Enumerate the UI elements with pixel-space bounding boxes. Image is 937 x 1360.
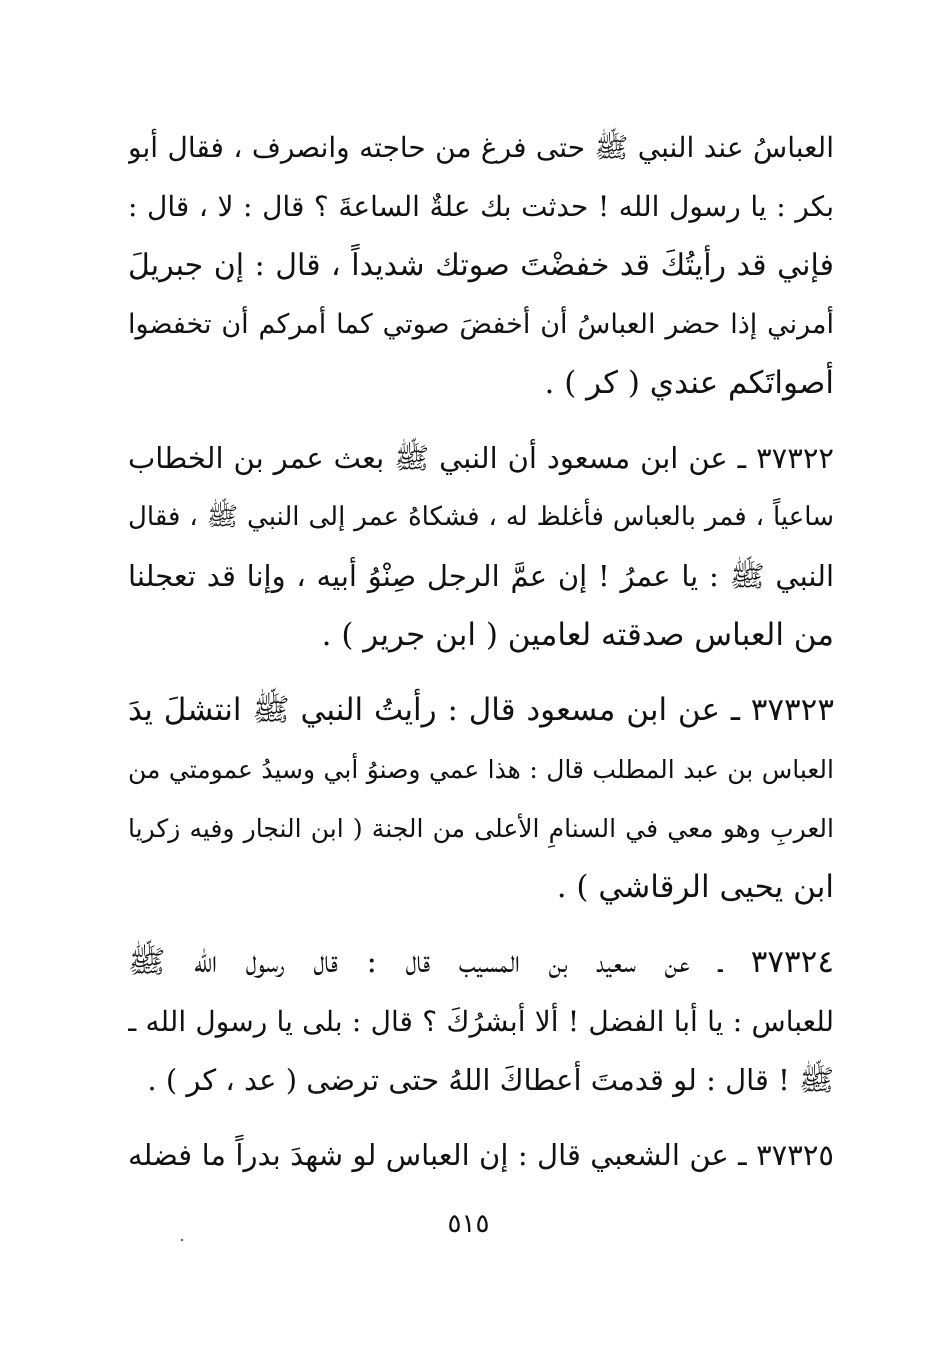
text-line: للعباس : يا أبا الفضل ! ألا أبشرُكَ ؟ قال : بلى يا رسول الله ـ <box>128 1005 834 1038</box>
text-line: أصواتَكم عندي ( كر ) . <box>544 365 834 401</box>
text-line: أمرني إذا حضر العباسُ أن أخفضَ صوتي كما أمركم أن تخفضوا <box>128 309 834 340</box>
text-line: العباس بن عبد المطلب قال : هذا عمي وصنوُ أبي وسيدُ عمومتي من <box>128 755 834 784</box>
text-line: ٣٧٣٢٢ ـ عن ابن مسعود أن النبي ﷺ بعث عمر بن الخطاب <box>128 441 834 475</box>
scan-speck <box>181 1239 183 1241</box>
text-line: ٣٧٣٢٣ ـ عن ابن مسعود قال : رأيتُ النبي ﷺ انتشلَ يدَ <box>128 692 834 728</box>
text-line: العباسُ عند النبي ﷺ حتى فرغ من حاجته وانصرف ، فقال أبو <box>128 131 834 164</box>
page-number: ٥١٥ <box>447 1209 490 1239</box>
hadith-37325 <box>128 1126 834 1185</box>
paragraph-continuation <box>128 118 834 413</box>
text-line: ابن يحيى الرقاشي ) . <box>556 869 834 905</box>
text-line: النبي ﷺ : يا عمرُ ! إن عمَّ الرجل صِنْوُ أبيه ، وإنا قد تعجلنا <box>128 559 834 593</box>
text-line: ساعياً ، فمر بالعباس فأغلظ له ، فشكاهُ عمر إلى النبي ﷺ ، فقال <box>128 502 834 532</box>
text-line: من العباس صدقته لعامين ( ابن جرير ) . <box>321 617 834 653</box>
text-line: فإني قد رأيتُكَ قد خفضْتَ صوتك شديداً ، قال : إن جبريلَ <box>128 248 834 283</box>
text-line: العربِ وهو معي في السنامِ الأعلى من الجنة ( ابن النجار وفيه زكريا <box>128 814 834 843</box>
hadith-37324 <box>128 933 834 1110</box>
text-line: ٣٧٣٢٥ ـ عن الشعبي قال : إن العباس لو شهدَ بدراً ما فضله <box>128 1138 834 1172</box>
hadith-37323 <box>128 681 834 917</box>
text-line: ﷺ ! قال : لو قدمتَ أعطاكَ اللهُ حتى ترضى ( عد ، كر ) . <box>147 1063 834 1097</box>
page-body-text <box>128 118 834 1185</box>
text-line: ٣٧٣٢٤ ـ عن سعيد بن المسيب قال : قال رسول الله ﷺ <box>128 944 834 980</box>
hadith-37322 <box>128 429 834 665</box>
text-line: بكر : يا رسول الله ! حدثت بك علةٌ الساعةَ ؟ قال : لا ، قال : <box>128 190 834 223</box>
